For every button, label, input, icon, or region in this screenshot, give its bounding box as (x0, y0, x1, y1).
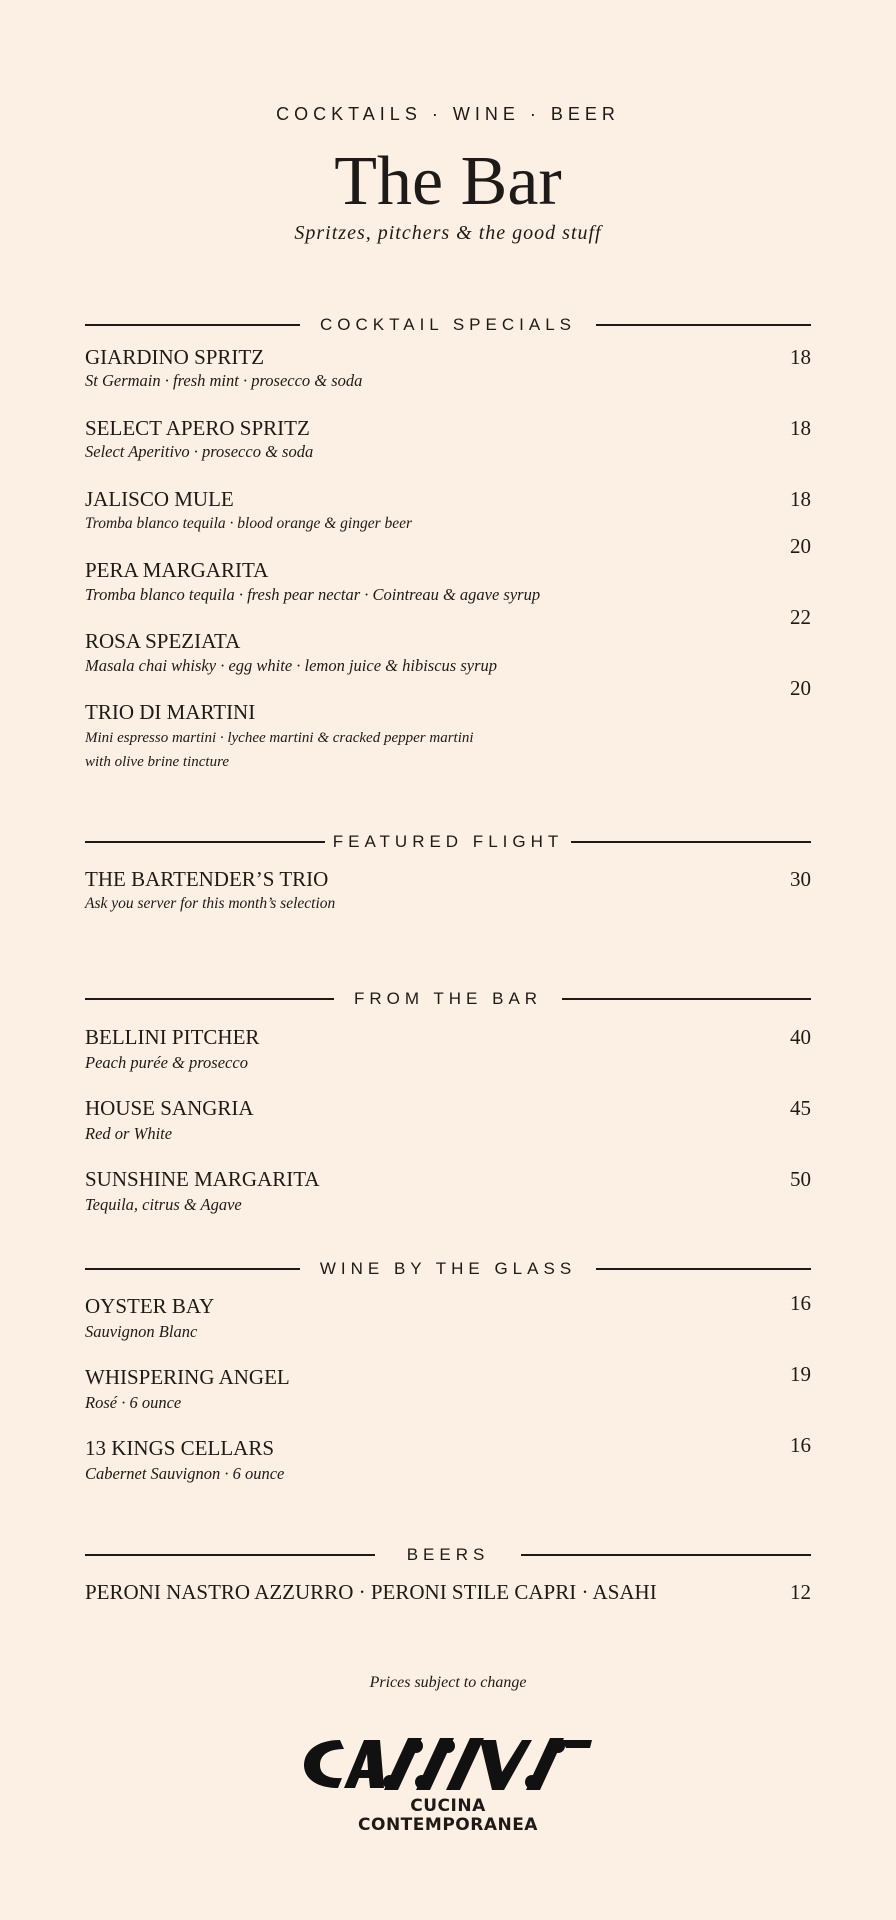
menu-item-description: Masala chai whisky · egg white · lemon juice & hibiscus syrup (85, 656, 497, 675)
menu-item-name: SUNSHINE MARGARITA (85, 1167, 320, 1191)
cassius-wordmark-logo (300, 1734, 596, 1792)
section-title: COCKTAIL SPECIALS (320, 315, 576, 334)
section-title: BEERS (406, 1545, 490, 1564)
menu-item-price: 22 (790, 605, 811, 629)
menu-item-price: 19 (790, 1362, 811, 1386)
menu-item-description: Tromba blanco tequila · fresh pear nectar · Cointreau & agave syrup (85, 585, 541, 604)
menu-item-description: Red or White (85, 1124, 173, 1143)
menu-item-name: PERONI NASTRO AZZURRO · PERONI STILE CAPRI · ASAHI (85, 1580, 657, 1604)
menu-item-price: 20 (790, 534, 811, 558)
menu-item-description: St Germain · fresh mint · prosecco & soda (85, 371, 363, 390)
menu-item-description: Sauvignon Blanc (85, 1322, 198, 1341)
menu-item-name: THE BARTENDER’S TRIO (85, 867, 329, 891)
section-header-cocktail-specials (85, 313, 811, 337)
section-title: FROM THE BAR (353, 989, 543, 1008)
price-note: Prices subject to change (369, 1674, 527, 1691)
menu-item-name: BELLINI PITCHER (85, 1025, 260, 1049)
menu-item-price: 16 (790, 1433, 811, 1457)
menu-item-name: OYSTER BAY (85, 1294, 215, 1318)
divider-line (85, 998, 334, 1000)
section-title: WINE BY THE GLASS (319, 1259, 577, 1278)
menu-item-name: 13 KINGS CELLARS (85, 1436, 275, 1460)
divider-line (85, 1554, 375, 1556)
menu-item-description: Cabernet Sauvignon · 6 ounce (85, 1464, 285, 1483)
divider-line (85, 1268, 300, 1270)
menu-item-price: 45 (790, 1096, 811, 1120)
restaurant-logo (300, 1734, 596, 1838)
menu-subtitle: Spritzes, pitchers & the good stuff (294, 222, 602, 244)
menu-item-name: WHISPERING ANGEL (85, 1365, 290, 1389)
menu-item-name: PERA MARGARITA (85, 558, 269, 582)
section-header-wine-by-the-glass (85, 1257, 811, 1281)
menu-item-description: with olive brine tincture (85, 754, 230, 770)
menu-item-description: Ask you server for this month’s selection (85, 895, 336, 912)
menu-item-name: JALISCO MULE (85, 487, 234, 511)
menu-item-price: 50 (790, 1167, 811, 1191)
section-title: FEATURED FLIGHT (332, 832, 564, 851)
divider-line (571, 841, 811, 843)
menu-item-description: Rosé · 6 ounce (85, 1393, 182, 1412)
menu-item-price: 30 (790, 867, 811, 891)
menu-item-name: ROSA SPEZIATA (85, 629, 241, 653)
menu-item-description: Tequila, citrus & Agave (85, 1195, 242, 1214)
menu-item-description: Select Aperitivo · prosecco & soda (85, 442, 314, 461)
divider-line (596, 1268, 811, 1270)
menu-item-name: HOUSE SANGRIA (85, 1096, 254, 1120)
logo-line-contemporanea: CONTEMPORANEA (358, 1815, 538, 1835)
menu-title: The Bar (334, 143, 562, 220)
menu-item-description: Tromba blanco tequila · blood orange & ginger beer (85, 515, 413, 532)
menu-item-price: 12 (790, 1580, 811, 1604)
section-header-featured-flight (85, 830, 811, 854)
section-header-beers (85, 1543, 811, 1567)
menu-item-name: GIARDINO SPRITZ (85, 345, 265, 369)
menu-item-price: 18 (790, 416, 811, 440)
divider-line (521, 1554, 811, 1556)
menu-item-price: 40 (790, 1025, 811, 1049)
menu-eyebrow: COCKTAILS · WINE · BEER (276, 104, 620, 124)
menu-item-name: SELECT APERO SPRITZ (85, 416, 310, 440)
section-header-from-the-bar (85, 987, 811, 1011)
menu-item-price: 18 (790, 487, 811, 511)
menu-item-price: 20 (790, 676, 811, 700)
divider-line (85, 841, 325, 843)
menu-item-description: Mini espresso martini · lychee martini & cracked pepper martini (85, 730, 474, 746)
divider-line (85, 324, 300, 326)
menu-item-name: TRIO DI MARTINI (85, 700, 256, 724)
logo-line-cucina: CUCINA (410, 1796, 486, 1816)
divider-line (562, 998, 811, 1000)
menu-item-price: 16 (790, 1291, 811, 1315)
divider-line (596, 324, 811, 326)
menu-item-description: Peach purée & prosecco (85, 1053, 248, 1072)
menu-item-price: 18 (790, 345, 811, 369)
